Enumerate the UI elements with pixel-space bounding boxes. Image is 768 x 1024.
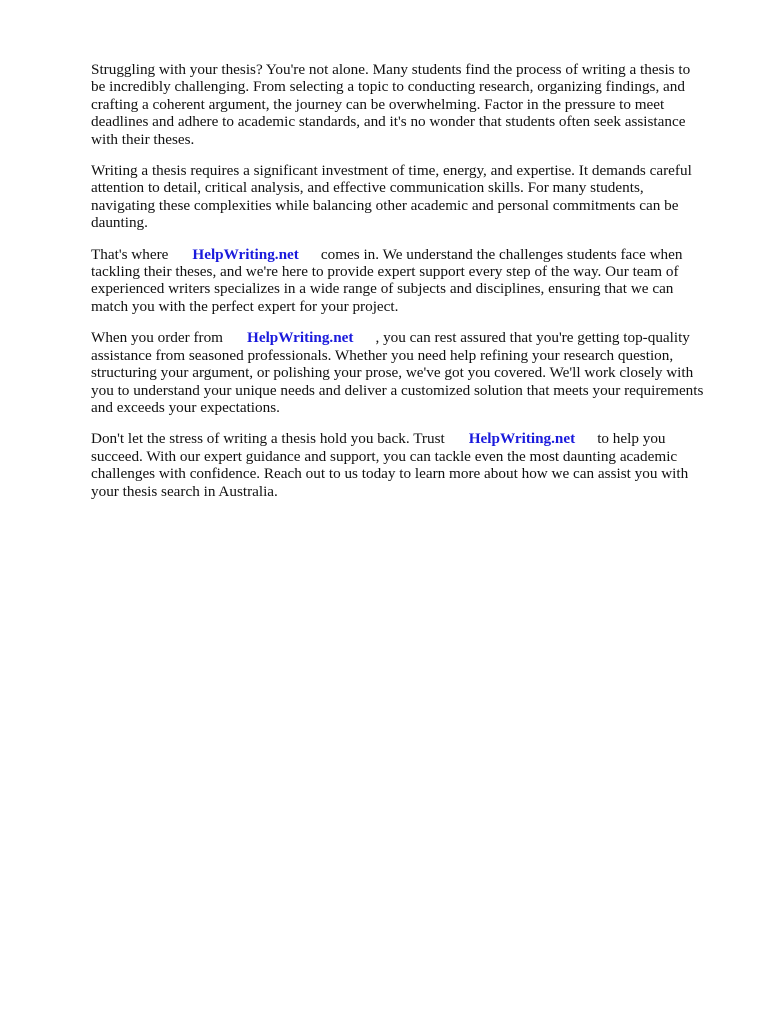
text-line: Struggling with your thesis? You're not alone. Many students find the process of writing a thesis to: [91, 61, 691, 78]
text-line: structuring your argument, or polishing your prose, we've got you covered. We'll work closely with: [91, 364, 694, 382]
paragraph-requirements: [91, 162, 721, 232]
text-line: crafting a coherent argument, the journey can be overwhelming. Factor in the pressure to meet: [91, 95, 665, 113]
text-segment: Don't let the stress of writing a thesis hold you back. Trust: [91, 430, 445, 448]
text-line: daunting.: [91, 214, 148, 232]
paragraph-ordering: [91, 329, 721, 416]
text-segment: to help you: [597, 430, 666, 448]
helpwriting-link[interactable]: HelpWriting.net: [247, 329, 354, 347]
text-line: navigating these complexities while balancing other academic and personal commitments can be: [91, 196, 679, 214]
text-line: [91, 430, 721, 447]
paragraph-intro: [91, 61, 721, 148]
text-line: [91, 329, 721, 346]
text-line: Writing a thesis requires a significant investment of time, energy, and expertise. It demands careful: [91, 162, 692, 180]
text-line: you to understand your unique needs and deliver a customized solution that meets your requirements: [91, 381, 704, 399]
text-line: [91, 246, 721, 263]
text-line: your thesis search in Australia.: [91, 482, 278, 500]
text-line: succeed. With our expert guidance and support, you can tackle even the most daunting academic: [91, 447, 678, 465]
text-line: match you with the perfect expert for your project.: [91, 297, 399, 315]
text-line: deadlines and adhere to academic standards, and it's no wonder that students often seek assistance: [91, 113, 686, 131]
text-line: be incredibly challenging. From selecting a topic to conducting research, organizing findings, and: [91, 78, 685, 96]
helpwriting-link[interactable]: HelpWriting.net: [468, 430, 576, 448]
text-line: with their theses.: [91, 130, 195, 148]
text-line: attention to detail, critical analysis, and effective communication skills. For many students,: [91, 179, 644, 197]
paragraph-service-intro: [91, 246, 721, 316]
text-line: challenges with confidence. Reach out to us today to learn more about how we can assist you with: [91, 465, 689, 483]
paragraph-closing: [91, 430, 721, 500]
text-line: and exceeds your expectations.: [91, 398, 280, 416]
document-body: [91, 61, 721, 514]
text-segment: , you can rest assured that you're getting top-quality: [375, 329, 690, 347]
text-line: assistance from seasoned professionals. Whether you need help refining your research question,: [91, 346, 674, 364]
text-segment: That's where: [91, 245, 169, 263]
text-segment: When you order from: [91, 329, 224, 347]
text-line: experienced writers specializes in a wide range of subjects and disciplines, ensuring that we can: [91, 280, 674, 298]
text-line: tackling their theses, and we're here to provide expert support every step of the way. Our team of: [91, 263, 679, 281]
helpwriting-link[interactable]: HelpWriting.net: [192, 245, 299, 263]
text-segment: comes in. We understand the challenges students face when: [320, 245, 683, 263]
